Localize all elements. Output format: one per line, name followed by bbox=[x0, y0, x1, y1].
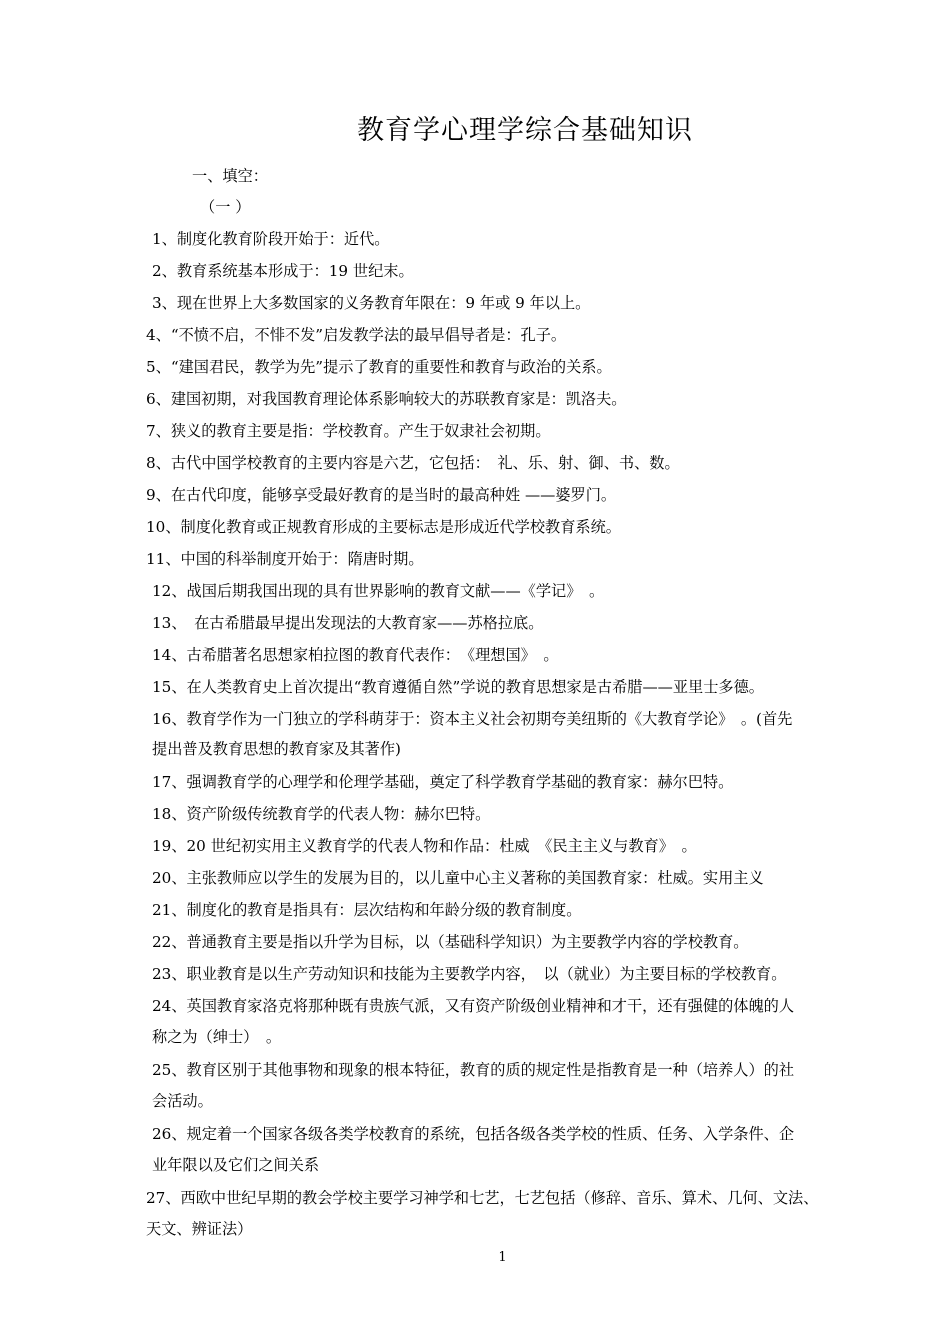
list-item: 26、规定着一个国家各级各类学校教育的系统，包括各级各类学校的性质、任务、入学条件、企 bbox=[152, 1125, 795, 1143]
list-item-continuation: 会活动。 bbox=[152, 1092, 213, 1110]
subsection-heading: （一 ） bbox=[200, 198, 251, 216]
list-item: 1、制度化教育阶段开始于：近代。 bbox=[152, 230, 390, 248]
list-item: 27、西欧中世纪早期的教会学校主要学习神学和七艺，七艺包括（修辞、音乐、算术、几何、文法、 bbox=[146, 1189, 819, 1207]
list-item: 21、制度化的教育是指具有：层次结构和年龄分级的教育制度。 bbox=[152, 901, 582, 919]
list-item: 18、资产阶级传统教育学的代表人物：赫尔巴特。 bbox=[152, 805, 491, 823]
list-item: 4、“不愤不启，不悱不发”启发教学法的最早倡导者是：孔子。 bbox=[146, 326, 567, 344]
list-item: 25、教育区别于其他事物和现象的根本特征，教育的质的规定性是指教育是一种（培养人）的社 bbox=[152, 1061, 795, 1079]
document-title: 教育学心理学综合基础知识 bbox=[357, 115, 693, 146]
list-item: 13、 在古希腊最早提出发现法的大教育家——苏格拉底。 bbox=[152, 614, 544, 632]
list-item: 2、教育系统基本形成于：19 世纪末。 bbox=[152, 262, 414, 280]
list-item: 22、普通教育主要是指以升学为目标，以（基础科学知识）为主要教学内容的学校教育。 bbox=[152, 933, 749, 951]
list-item: 9、在古代印度，能够享受最好教育的是当时的最高种姓 ——婆罗门。 bbox=[146, 486, 617, 504]
list-item: 14、古希腊著名思想家柏拉图的教育代表作： 《理想国》 。 bbox=[152, 646, 559, 664]
list-item: 24、英国教育家洛克将那种既有贵族气派，又有资产阶级创业精神和才干，还有强健的体魄的人 bbox=[152, 997, 795, 1015]
list-item: 10、制度化教育或正规教育形成的主要标志是形成近代学校教育系统。 bbox=[146, 518, 621, 536]
list-item: 15、在人类教育史上首次提出“教育遵循自然”学说的教育思想家是古希腊——亚里士多德。 bbox=[152, 678, 764, 696]
list-item-continuation: 提出普及教育思想的教育家及其著作) bbox=[152, 740, 401, 758]
list-item-continuation: 天文、辨证法） bbox=[146, 1220, 253, 1238]
section-heading: 一、填空： bbox=[192, 167, 268, 185]
list-item: 17、强调教育学的心理学和伦理学基础，奠定了科学教育学基础的教育家：赫尔巴特。 bbox=[152, 773, 734, 791]
page-number: 1 bbox=[498, 1250, 507, 1265]
list-item: 3、现在世界上大多数国家的义务教育年限在：9 年或 9 年以上。 bbox=[152, 294, 591, 312]
list-item: 23、职业教育是以生产劳动知识和技能为主要教学内容， 以（就业）为主要目标的学校教育。 bbox=[152, 965, 787, 983]
list-item: 12、战国后期我国出现的具有世界影响的教育文献——《学记》 。 bbox=[152, 582, 605, 600]
list-item: 6、建国初期，对我国教育理论体系影响较大的苏联教育家是：凯洛夫。 bbox=[146, 390, 627, 408]
list-item: 11、中国的科举制度开始于：隋唐时期。 bbox=[146, 550, 424, 568]
list-item: 19、20 世纪初实用主义教育学的代表人物和作品：杜威 《民主主义与教育》 。 bbox=[152, 837, 697, 855]
list-item: 8、古代中国学校教育的主要内容是六艺，它包括： 礼、乐、射、御、书、数。 bbox=[146, 454, 680, 472]
list-item: 5、“建国君民，教学为先”提示了教育的重要性和教育与政治的关系。 bbox=[146, 358, 612, 376]
list-item: 7、狭义的教育主要是指：学校教育。产生于奴隶社会初期。 bbox=[146, 422, 551, 440]
list-item-continuation: 称之为（绅士） 。 bbox=[152, 1028, 282, 1046]
list-item: 20、主张教师应以学生的发展为目的，以儿童中心主义著称的美国教育家：杜威。实用主义 bbox=[152, 869, 764, 887]
list-item: 16、教育学作为一门独立的学科萌芽于：资本主义社会初期夸美纽斯的《大教育学论》 。(首先 bbox=[152, 710, 793, 728]
list-item-continuation: 业年限以及它们之间关系 bbox=[152, 1156, 320, 1174]
